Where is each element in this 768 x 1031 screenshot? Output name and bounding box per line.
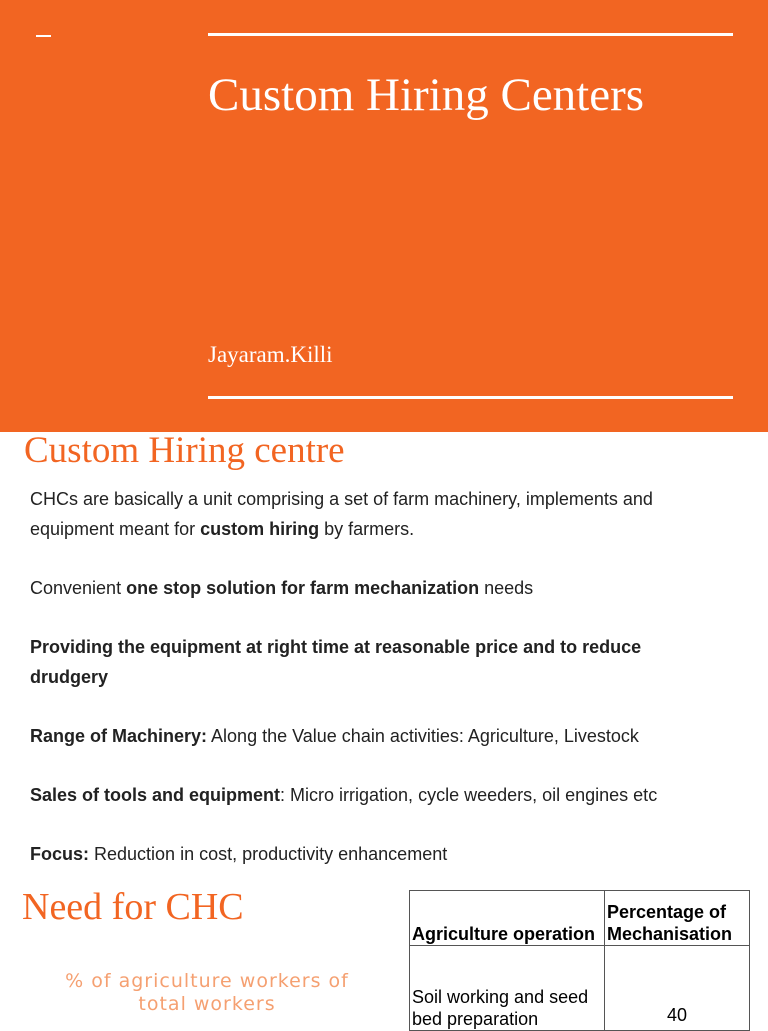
paragraph-definition: CHCs are basically a unit comprising a set of farm machinery, implements and equipment meant for custom hiring by farmers. [30, 489, 653, 539]
paragraph-focus: Focus: Reduction in cost, productivity enhancement [30, 844, 448, 864]
stat-label: % of agriculture workers of total workers [65, 970, 349, 1015]
paragraph-sales: Sales of tools and equipment: Micro irrigation, cycle weeders, oil engines etc [30, 785, 658, 805]
top-divider-line [208, 33, 733, 36]
bold-custom-hiring: custom hiring [200, 519, 320, 539]
cell-percentage: 40 [605, 946, 750, 1031]
paragraph-providing: Providing the equipment at right time at reasonable price and to reduce drudgery [30, 637, 642, 687]
cell-operation: Soil working and seed bed preparation [410, 946, 605, 1031]
header-agriculture-operation: Agriculture operation [410, 891, 605, 946]
title-slide [0, 0, 768, 432]
presentation-title: Custom Hiring Centers [208, 69, 645, 121]
table-row [410, 946, 750, 1031]
section-title-custom-hiring-centre: Custom Hiring centre [24, 430, 345, 471]
decorative-dash [36, 35, 51, 37]
author-name: Jayaram.Killi [208, 342, 333, 367]
paragraph-range: Range of Machinery: Along the Value chain activities: Agriculture, Livestock [30, 726, 639, 746]
table-header-row [410, 891, 750, 946]
section-title-need-for-chc: Need for CHC [22, 886, 244, 928]
bottom-divider-line [208, 396, 733, 399]
mechanisation-table [409, 890, 750, 1031]
paragraph-one-stop: Convenient one stop solution for farm mechanization needs [30, 578, 534, 598]
header-percentage-mechanisation: Percentage of Mechanisation [605, 891, 750, 946]
bold-one-stop: one stop solution for farm mechanization [126, 578, 480, 598]
